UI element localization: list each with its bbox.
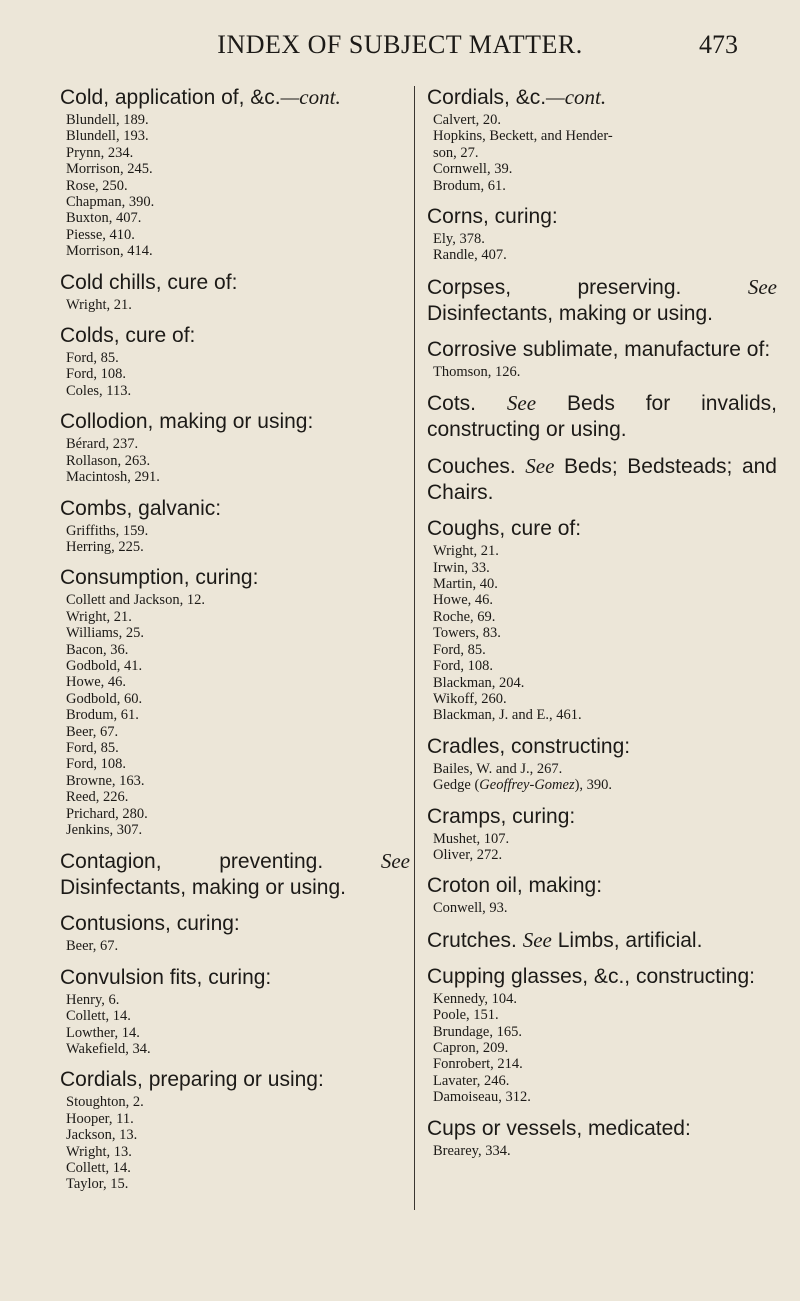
index-entry xyxy=(60,84,410,260)
heading-text: Corrosive sublimate, manufacture of: xyxy=(427,337,771,361)
reference-item: Wright, 13. xyxy=(66,1143,132,1160)
reference-item: Bailes, W. and J., 267. xyxy=(433,760,563,777)
reference-item: Irwin, 33. xyxy=(433,559,490,576)
reference-item: Jackson, 13. xyxy=(66,1127,138,1144)
entry-heading xyxy=(60,496,410,522)
heading-text: Collodion, making or using: xyxy=(60,410,314,434)
reference-item: Ford, 108. xyxy=(433,658,494,675)
reference-item: Howe, 46. xyxy=(433,592,494,609)
reference-list xyxy=(427,761,777,794)
see-reference: See xyxy=(747,274,777,299)
reference-list xyxy=(427,1143,777,1159)
index-entry xyxy=(60,1067,410,1192)
reference-item: Wakefield, 34. xyxy=(66,1041,151,1058)
reference-list xyxy=(427,991,777,1106)
reference-list xyxy=(427,112,777,194)
heading-text: Combs, galvanic: xyxy=(60,496,222,520)
index-entry xyxy=(60,848,410,901)
reference-item: Chapman, 390. xyxy=(66,194,155,211)
heading-text: Cots. xyxy=(427,392,477,416)
entry-heading xyxy=(60,84,410,111)
entry-heading xyxy=(427,516,777,542)
reference-item: Hooper, 11. xyxy=(66,1110,134,1127)
heading-text: Cordials, preparing or using: xyxy=(60,1068,324,1092)
reference-list xyxy=(427,900,777,916)
entry-heading xyxy=(60,1067,410,1093)
entry-heading xyxy=(427,337,777,363)
reference-item: Blackman, 204. xyxy=(433,674,525,691)
reference-item: Ford, 85. xyxy=(433,641,486,658)
page-header xyxy=(0,0,800,60)
heading-text: Crutches. xyxy=(427,928,517,952)
reference-item: Morrison, 245. xyxy=(66,161,153,178)
reference-list xyxy=(60,523,410,556)
reference-item: Beer, 67. xyxy=(66,723,119,740)
see-target: Limbs, artificial. xyxy=(557,928,703,952)
heading-text: Contusions, curing: xyxy=(60,912,240,936)
index-entry xyxy=(427,274,777,327)
reference-item: Towers, 83. xyxy=(433,625,501,642)
entry-heading xyxy=(427,1116,777,1142)
entry-heading xyxy=(60,565,410,591)
entry-heading xyxy=(427,453,777,506)
reference-text: ), 390. xyxy=(574,777,613,794)
entry-heading xyxy=(60,323,410,349)
reference-list xyxy=(427,831,777,864)
reference-item: Taylor, 15. xyxy=(66,1176,129,1193)
reference-item xyxy=(433,777,777,793)
reference-item: Hopkins, Beckett, and Hender- xyxy=(433,128,613,145)
left-column xyxy=(60,84,410,1193)
reference-list xyxy=(60,297,410,313)
reference-item: Brundage, 165. xyxy=(433,1023,522,1040)
index-entry xyxy=(427,734,777,794)
reference-item: Blundell, 189. xyxy=(66,112,149,128)
reference-list xyxy=(60,1094,410,1192)
entry-heading xyxy=(60,848,410,901)
reference-item: Lowther, 14. xyxy=(66,1024,140,1041)
reference-item: Howe, 46. xyxy=(66,674,127,691)
heading-text: Colds, cure of: xyxy=(60,324,196,348)
heading-text: Convulsion fits, curing: xyxy=(60,965,272,989)
heading-text: Corpses, preserving. xyxy=(427,275,682,299)
entry-heading xyxy=(427,873,777,899)
heading-text: Cold chills, cure of: xyxy=(60,270,238,294)
reference-list xyxy=(427,231,777,264)
heading-continued: —cont. xyxy=(546,85,607,109)
reference-item: Macintosh, 291. xyxy=(66,469,160,486)
reference-item: Martin, 40. xyxy=(433,576,498,593)
entry-heading xyxy=(427,927,777,954)
reference-item: Griffiths, 159. xyxy=(66,522,149,539)
reference-list xyxy=(427,543,777,723)
entry-heading xyxy=(60,911,410,937)
index-entry xyxy=(60,965,410,1058)
reference-item: Prichard, 280. xyxy=(66,805,148,822)
page-number: 473 xyxy=(699,30,738,59)
reference-item: Cornwell, 39. xyxy=(433,161,513,178)
see-reference: See xyxy=(522,927,552,952)
heading-text: Corns, curing: xyxy=(427,205,558,229)
reference-item: Godbold, 60. xyxy=(66,690,143,707)
see-target: Disinfectants, making or using. xyxy=(427,301,713,325)
reference-list xyxy=(60,112,410,260)
entry-heading xyxy=(60,965,410,991)
index-entry xyxy=(427,84,777,194)
reference-list xyxy=(60,436,410,485)
reference-item: Oliver, 272. xyxy=(433,846,503,863)
entry-heading xyxy=(60,409,410,435)
column-rule xyxy=(414,86,415,1210)
reference-item: Herring, 225. xyxy=(66,538,144,555)
reference-item: Williams, 25. xyxy=(66,625,144,642)
reference-item: Morrison, 414. xyxy=(66,243,153,260)
reference-item: Piesse, 410. xyxy=(66,226,135,243)
heading-text: Cups or vessels, medicated: xyxy=(427,1116,691,1140)
index-entry xyxy=(427,927,777,954)
reference-list xyxy=(60,938,410,954)
reference-item: Beer, 67. xyxy=(66,938,119,955)
reference-list xyxy=(60,992,410,1058)
index-entry xyxy=(427,516,777,723)
index-entry xyxy=(60,565,410,838)
see-reference: See xyxy=(525,454,555,479)
index-entry xyxy=(427,453,777,506)
reference-item: Capron, 209. xyxy=(433,1039,509,1056)
entry-heading xyxy=(427,204,777,230)
heading-text: Cupping glasses, &c., constructing: xyxy=(427,964,756,988)
reference-item: Wikoff, 260. xyxy=(433,690,507,707)
index-entry xyxy=(60,270,410,313)
reference-item: Ford, 108. xyxy=(66,366,127,383)
reference-item: Henry, 6. xyxy=(66,991,120,1008)
reference-item: Ford, 108. xyxy=(66,756,127,773)
index-entry xyxy=(427,964,777,1106)
reference-list xyxy=(60,592,410,838)
reference-item: Fonrobert, 214. xyxy=(433,1056,523,1073)
index-entry xyxy=(427,390,777,443)
reference-italic: Geoffrey-Gomez xyxy=(479,777,575,794)
see-target: Disinfectants, making or using. xyxy=(60,876,346,900)
reference-item: Brodum, 61. xyxy=(66,707,139,724)
reference-item: Coles, 113. xyxy=(66,382,132,399)
entry-heading xyxy=(427,964,777,990)
reference-item: Brearey, 334. xyxy=(433,1142,511,1159)
reference-item: Ely, 378. xyxy=(433,231,485,248)
index-entry xyxy=(60,496,410,556)
reference-item: Buxton, 407. xyxy=(66,210,142,227)
reference-list xyxy=(427,364,777,380)
heading-text: Croton oil, making: xyxy=(427,874,603,898)
reference-item: Bacon, 36. xyxy=(66,641,129,658)
reference-item: Godbold, 41. xyxy=(66,657,143,674)
reference-item: Stoughton, 2. xyxy=(66,1094,144,1111)
heading-text: Coughs, cure of: xyxy=(427,517,582,541)
index-entry xyxy=(60,409,410,485)
heading-text: Contagion, preventing. xyxy=(60,850,324,874)
reference-item: Calvert, 20. xyxy=(433,112,502,128)
see-target: Beds for invalids, constructing or using. xyxy=(427,392,777,442)
right-column xyxy=(427,84,777,1159)
heading-text: Consumption, curing: xyxy=(60,566,259,590)
heading-text: Cold, application of, &c. xyxy=(60,86,281,109)
reference-item: Rose, 250. xyxy=(66,177,128,194)
index-entry xyxy=(427,337,777,380)
reference-list xyxy=(60,350,410,399)
heading-text: Cramps, curing: xyxy=(427,804,576,828)
index-entry xyxy=(427,873,777,916)
reference-item: Rollason, 263. xyxy=(66,452,151,469)
reference-item: Ford, 85. xyxy=(66,350,119,367)
reference-text: Gedge ( xyxy=(433,777,480,794)
reference-item: Lavater, 246. xyxy=(433,1072,510,1089)
reference-item: Collett, 14. xyxy=(66,1160,131,1177)
see-reference: See xyxy=(506,391,537,416)
index-entry xyxy=(60,911,410,954)
running-title: INDEX OF SUBJECT MATTER. xyxy=(217,30,583,59)
reference-item: Bérard, 237. xyxy=(66,436,139,453)
entry-heading xyxy=(427,390,777,443)
entry-heading xyxy=(427,734,777,760)
index-entry xyxy=(427,204,777,264)
reference-item: Damoiseau, 312. xyxy=(433,1089,531,1106)
entry-heading xyxy=(60,270,410,296)
index-entry xyxy=(427,1116,777,1159)
reference-item: Wright, 21. xyxy=(66,608,132,625)
see-reference: See xyxy=(380,849,410,874)
reference-item: Collett, 14. xyxy=(66,1008,131,1025)
reference-item: Browne, 163. xyxy=(66,772,145,789)
reference-item: Prynn, 234. xyxy=(66,144,134,161)
reference-item: Poole, 151. xyxy=(433,1007,499,1024)
reference-item: Randle, 407. xyxy=(433,247,507,264)
reference-item: Kennedy, 104. xyxy=(433,990,518,1007)
reference-item: Collett and Jackson, 12. xyxy=(66,592,205,609)
heading-text: Couches. xyxy=(427,455,516,479)
entry-heading xyxy=(427,274,777,327)
entry-heading xyxy=(427,84,777,111)
reference-item: Ford, 85. xyxy=(66,739,119,756)
heading-text: Cordials, &c. xyxy=(427,86,547,109)
reference-item: Blundell, 193. xyxy=(66,128,149,145)
reference-item: Blackman, J. and E., 461. xyxy=(433,707,582,724)
index-entry xyxy=(427,804,777,864)
reference-item: son, 27. xyxy=(433,144,479,161)
see-target: Beds; Bedsteads; and Chairs. xyxy=(427,455,777,505)
reference-item: Mushet, 107. xyxy=(433,830,510,847)
reference-item: Jenkins, 307. xyxy=(66,822,143,838)
reference-item: Brodum, 61. xyxy=(433,177,506,194)
entry-heading xyxy=(427,804,777,830)
heading-text: Cradles, constructing: xyxy=(427,734,631,758)
reference-item: Wright, 21. xyxy=(433,543,499,560)
reference-item: Conwell, 93. xyxy=(433,900,508,917)
reference-item: Roche, 69. xyxy=(433,608,496,625)
reference-item: Reed, 226. xyxy=(66,789,129,806)
heading-continued: —cont. xyxy=(280,85,341,109)
reference-item: Wright, 21. xyxy=(66,296,132,313)
reference-item: Thomson, 126. xyxy=(433,363,521,380)
index-entry xyxy=(60,323,410,399)
